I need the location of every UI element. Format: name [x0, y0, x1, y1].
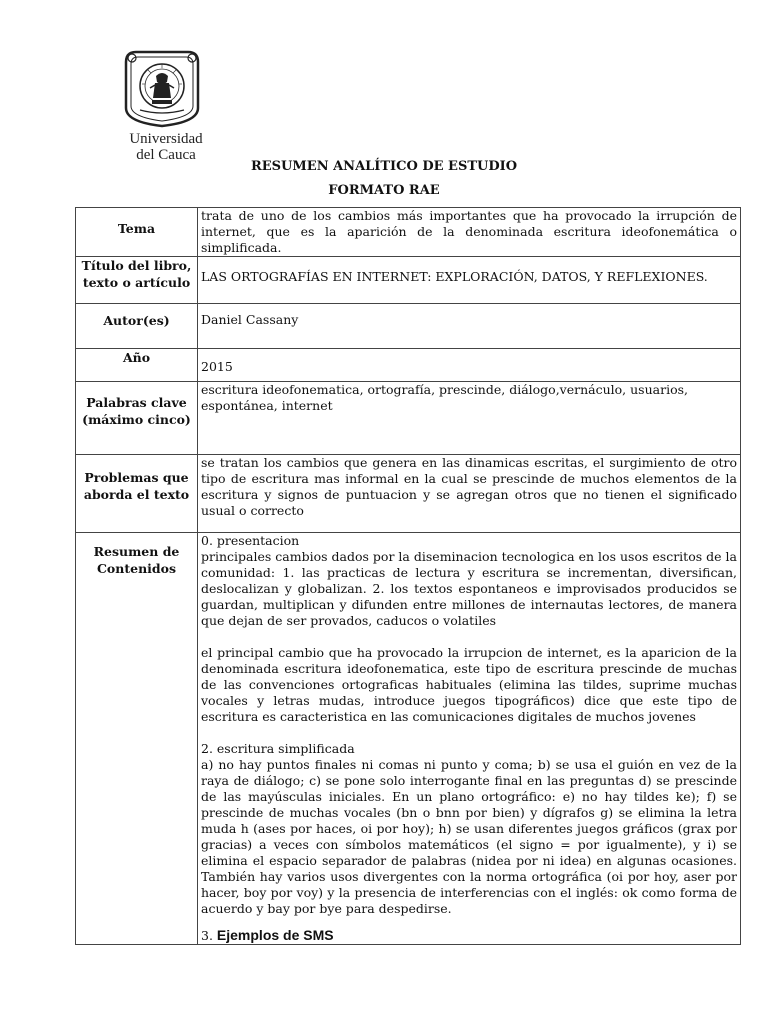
university-seal-logo	[120, 48, 204, 128]
sms-heading: Ejemplos de SMS	[216, 927, 334, 943]
resumen-heading-0: 0. presentacion	[201, 533, 300, 548]
resumen-heading-2: 2. escritura simplificada	[201, 741, 355, 756]
resumen-paragraph-1: principales cambios dados por la diseminacion tecnologica en los usos escritos de la comunidad: 1. las practicas de lectura y escritura se incrementan, diversifican, deslocalizan y globalizan. 2. los textos espontaneos e improvisados producidos se guardan, multiplican y difunden entre millones de internautas lectores, de manera que dejan de ser provados, caducos o volatiles	[201, 549, 737, 628]
value-resumen	[198, 533, 741, 945]
resumen-heading-3	[201, 927, 737, 944]
label-resumen: Resumen de Contenidos	[76, 533, 198, 945]
value-autor: Daniel Cassany	[198, 304, 741, 349]
row-autor	[76, 304, 741, 349]
label-tema: Tema	[76, 208, 198, 257]
row-problemas	[76, 455, 741, 533]
label-palabras: Palabras clave (máximo cinco)	[76, 382, 198, 455]
value-titulo: LAS ORTOGRAFÍAS EN INTERNET: EXPLORACIÓN, DATOS, Y REFLEXIONES.	[198, 257, 741, 304]
rae-table	[75, 207, 741, 945]
value-tema: trata de uno de los cambios más importantes que ha provocado la irrupción de internet, que es la aparición de la denominada escritura ideofonemática o simplificada.	[198, 208, 741, 257]
document-subtitle: FORMATO RAE	[328, 183, 440, 198]
row-titulo	[76, 257, 741, 304]
label-titulo: Título del libro, texto o artículo	[76, 257, 198, 304]
row-tema	[76, 208, 741, 257]
value-anio: 2015	[198, 349, 741, 382]
row-resumen	[76, 533, 741, 945]
resumen-paragraph-3: a) no hay puntos finales ni comas ni punto y coma; b) se usa el guión en vez de la raya de diálogo; c) se pone solo interrogante final en las preguntas d) se prescinde de las mayúsculas iniciales. En un plano ortográfico: e) no hay tildes ke); f) se prescinde de muchas vocales (bn o bnn por bien) y dígrafos g) se elimina la letra muda h (ases por haces, oi por hoy); h) se usan diferentes juegos gráficos (grax por gracias) a veces con símbolos matemáticos (el signo = por igualmente), y i) se elimina el espacio separador de palabras (nidea por ni idea) en algunas ocasiones. También hay varios usos divergentes con la norma ortográfica (oi por hoy, aser por hacer, boy por voy) y la presencia de interferencias con el inglés: ok como forma de acuerdo y bay por bye para despedirse.	[201, 757, 737, 916]
label-problemas: Problemas que aborda el texto	[76, 455, 198, 533]
value-problemas: se tratan los cambios que genera en las dinamicas escritas, el surgimiento de otro tipo de escritura mas informal en la cual se prescinde de muchos elementos de la escritura y signos de puntuacion y se agregan otros que no tienen el significado usual o correcto	[198, 455, 741, 533]
value-palabras: escritura ideofonematica, ortografía, prescinde, diálogo,vernáculo, usuarios, espontánea, internet	[198, 382, 741, 455]
label-autor: Autor(es)	[76, 304, 198, 349]
university-name-line2: del Cauca	[136, 147, 196, 163]
sms-number: 3.	[201, 928, 213, 943]
row-palabras	[76, 382, 741, 455]
document-title: RESUMEN ANALÍTICO DE ESTUDIO	[250, 159, 518, 174]
university-name-line1: Universidad	[129, 131, 203, 147]
row-anio	[76, 349, 741, 382]
label-anio: Año	[76, 349, 198, 382]
resumen-paragraph-2: el principal cambio que ha provocado la irrupcion de internet, es la aparicion de la denominada escritura ideofonematica, este tipo de escritura prescinde de muchas de las convenciones ortograficas habituales (elimina las tildes, suprime muchas vocales y letras mudas, introduce juegos tipográficos) dice que este tipo de escritura es caracteristica en las comunicaciones digitales de muchos jovenes	[201, 645, 737, 724]
